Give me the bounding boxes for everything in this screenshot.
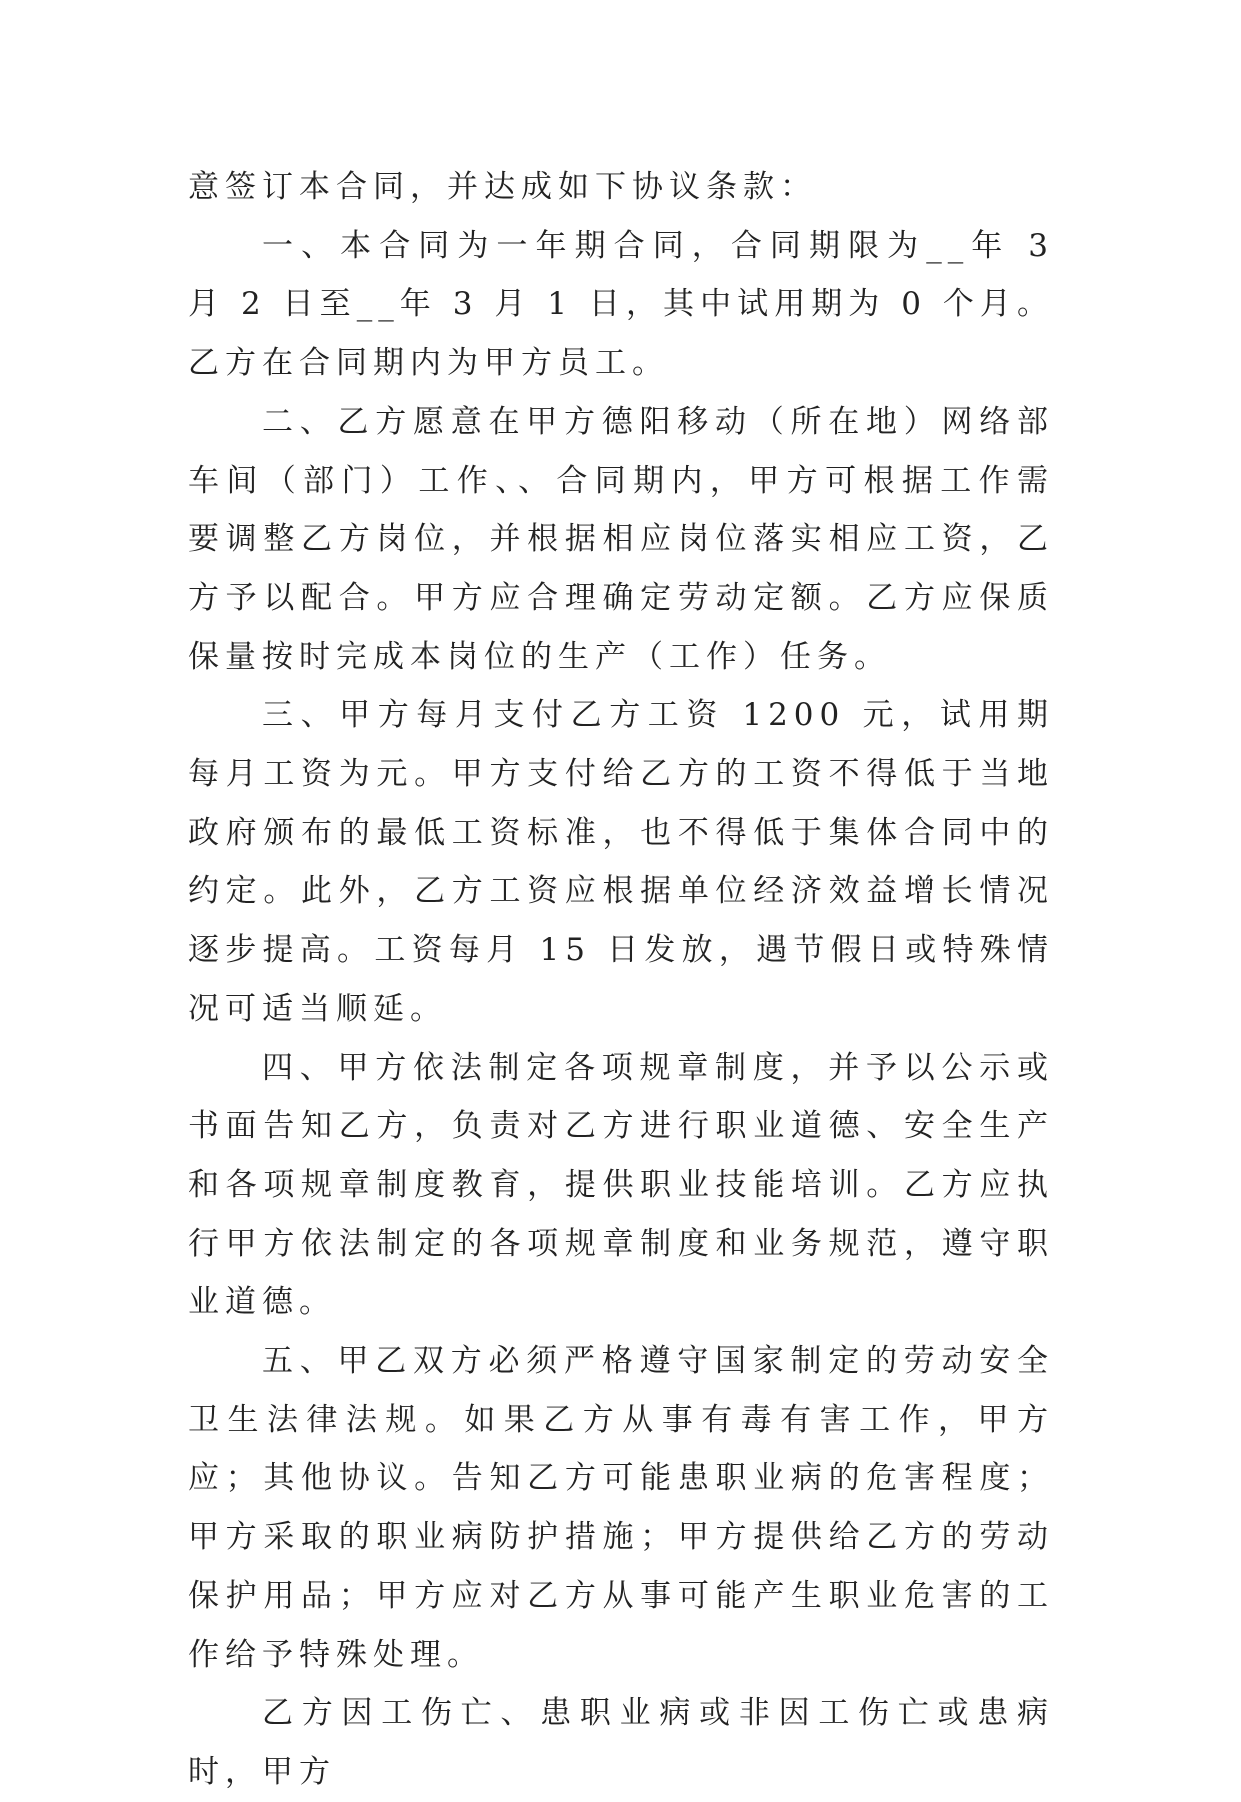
clause-3-salary: 三、甲方每月支付乙方工资 1200 元，试用期每月工资为元。甲方支付给乙方的工资不得低于当地政府颁布的最低工资标准，也不得低于集体合同中的约定。此外，乙方工资应根据单位经济效益增长情况逐步提高。工资每月 15 日发放，遇节假日或特殊情况可适当顺延。 bbox=[188, 697, 1054, 1027]
clause-2-job-position: 二、乙方愿意在甲方德阳移动（所在地）网络部车间（部门）工作、、合同期内，甲方可根据工作需要调整乙方岗位，并根据相应岗位落实相应工资，乙方予以配合。甲方应合理确定劳动定额。乙方应保质保量按时完成本岗位的生产（工作）任务。 bbox=[188, 403, 1054, 675]
document-body bbox=[188, 158, 1054, 1802]
paragraph-injury-illness: 乙方因工伤亡、患职业病或非因工伤亡或患病时，甲方 bbox=[188, 1695, 1054, 1790]
paragraph-continuation: 意签订本合同，并达成如下协议条款： bbox=[188, 169, 817, 205]
clause-5-labor-safety: 五、甲乙双方必须严格遵守国家制定的劳动安全卫生法律法规。如果乙方从事有毒有害工作，甲方应；其他协议。告知乙方可能患职业病的危害程度；甲方采取的职业病防护措施；甲方提供给乙方的劳动保护用品；甲方应对乙方从事可能产生职业危害的工作给予特殊处理。 bbox=[188, 1343, 1054, 1673]
clause-4-rules-and-training: 四、甲方依法制定各项规章制度，并予以公示或书面告知乙方，负责对乙方进行职业道德、安全生产和各项规章制度教育，提供职业技能培训。乙方应执行甲方依法制定的各项规章制度和业务规范，遵守职业道德。 bbox=[188, 1049, 1054, 1321]
clause-1-contract-term: 一、本合同为一年期合同，合同期限为__年 3 月 2 日至__年 3 月 1 日，其中试用期为 0 个月。乙方在合同期内为甲方员工。 bbox=[188, 227, 1054, 382]
